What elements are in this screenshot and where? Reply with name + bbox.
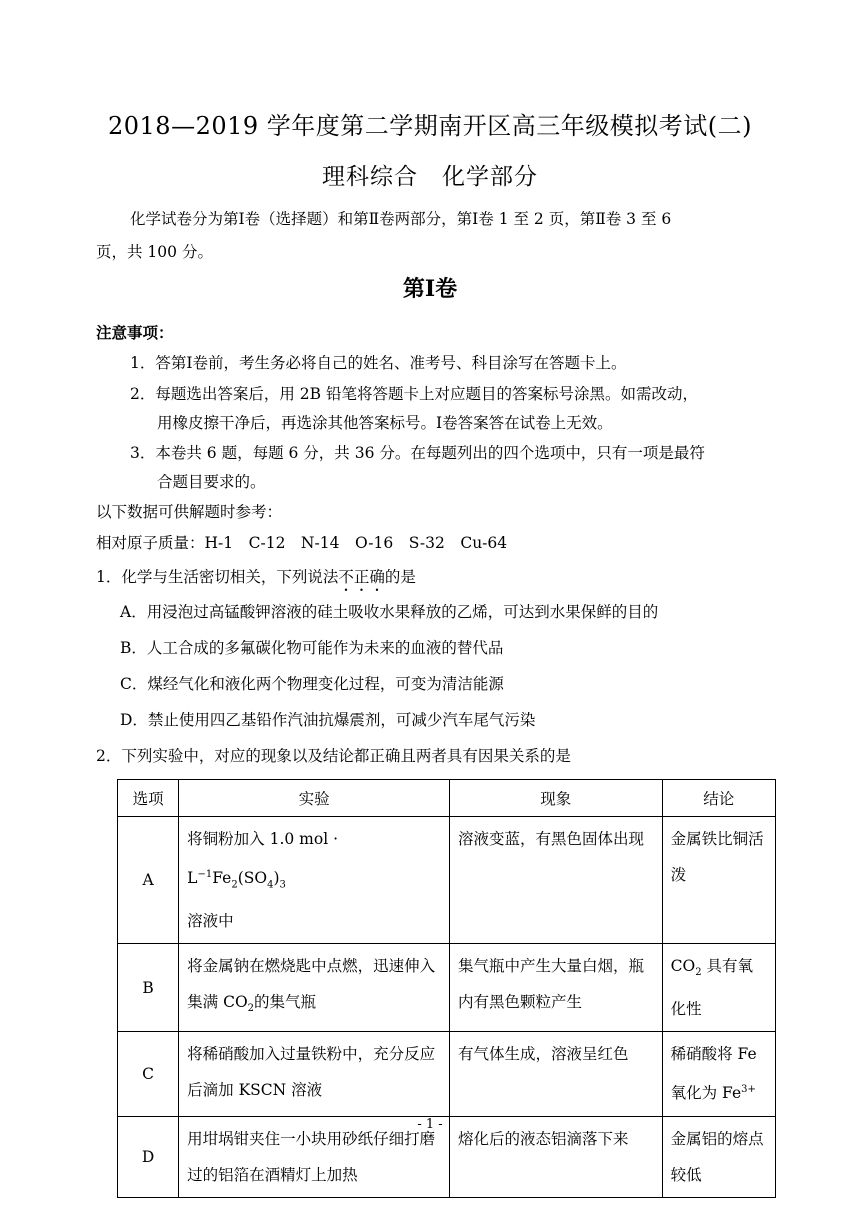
row-b-conclusion: $CO_2$ 具有氧化性 [662, 944, 775, 1032]
exam-title: 2018—2019 学年度第二学期南开区高三年级模拟考试(二) [107, 112, 752, 140]
notice-item-2-cont: 用橡皮擦干净后，再选涂其他答案标号。Ⅰ卷答案答在试卷上无效。 [157, 414, 613, 432]
q1-stem-pre: 1．化学与生活密切相关，下列说法 [96, 568, 339, 586]
q1-option-d: D．禁止使用四乙基铅作汽油抗爆震剂，可减少汽车尾气污染 [120, 711, 536, 729]
row-b-phenomenon: 集气瓶中产生大量白烟，瓶内有黑色颗粒产生 [449, 944, 662, 1032]
section-title: 第Ⅰ卷 [402, 276, 458, 302]
notice-item-3-cont: 合题目要求的。 [157, 473, 266, 491]
table-row [118, 1032, 776, 1116]
row-c-option: C [118, 1032, 179, 1116]
header-experiment: 实验 [179, 780, 450, 817]
intro-line-1: 化学试卷分为第Ⅰ卷（选择题）和第Ⅱ卷两部分，第Ⅰ卷 1 至 2 页，第Ⅱ卷 3 至 6 [130, 210, 672, 228]
row-a-conclusion: 金属铁比铜活泼 [662, 817, 775, 944]
question-1-stem [96, 565, 416, 595]
row-a-option: A [118, 817, 179, 944]
header-conclusion: 结论 [662, 780, 775, 817]
row-a-phenomenon: 溶液变蓝，有黑色固体出现 [449, 817, 662, 944]
row-d-conclusion: 金属铝的熔点较低 [662, 1116, 775, 1197]
q1-option-b: B．人工合成的多氟碳化物可能作为未来的血液的替代品 [120, 639, 504, 657]
row-d-option: D [118, 1116, 179, 1197]
page-number: - 1 - [417, 1117, 443, 1132]
atomic-masses: 相对原子质量：H-1 C-12 N-14 O-16 S-32 Cu-64 [96, 534, 508, 552]
reference-intro: 以下数据可供解题时参考： [96, 503, 283, 521]
q1-stem-emphasis: 不正确 [338, 568, 385, 586]
row-c-conclusion: 稀硝酸将 Fe 氧化为 $Fe^{3+}$ [662, 1032, 775, 1116]
row-a-experiment: 将铜粉加入 1.0 mol · $L^{-1}Fe_2(SO_4)_3$ 溶液中 [179, 817, 450, 944]
row-d-phenomenon: 熔化后的液态铝滴落下来 [449, 1116, 662, 1197]
exam-subtitle: 理科综合 化学部分 [322, 164, 538, 190]
row-c-experiment: 将稀硝酸加入过量铁粉中，充分反应后滴加 KSCN 溶液 [179, 1032, 450, 1116]
row-b-option: B [118, 944, 179, 1032]
notice-item-3: 3．本卷共 6 题，每题 6 分，共 36 分。在每题列出的四个选项中，只有一项是最符 [130, 444, 705, 462]
notice-item-1: 1．答第Ⅰ卷前，考生务必将自己的姓名、准考号、科目涂写在答题卡上。 [130, 354, 627, 372]
row-c-phenomenon: 有气体生成，溶液呈红色 [449, 1032, 662, 1116]
header-phenomenon: 现象 [449, 780, 662, 817]
row-d-experiment: 用坩埚钳夹住一小块用砂纸仔细打磨过的铝箔在酒精灯上加热 [179, 1116, 450, 1197]
table-header-row [118, 780, 776, 817]
table-row [118, 817, 776, 944]
q1-stem-post: 的是 [384, 568, 416, 586]
q1-option-c: C．煤经气化和液化两个物理变化过程，可变为清洁能源 [120, 675, 504, 693]
q1-option-a: A．用浸泡过高锰酸钾溶液的硅土吸收水果释放的乙烯，可达到水果保鲜的目的 [120, 603, 659, 621]
row-b-experiment: 将金属钠在燃烧匙中点燃，迅速伸入集满 $CO_2$的集气瓶 [179, 944, 450, 1032]
experiment-table [117, 779, 776, 1198]
notice-item-2: 2．每题选出答案后，用 2B 铅笔将答题卡上对应题目的答案标号涂黑。如需改动， [130, 385, 698, 403]
notice-heading: 注意事项： [96, 324, 174, 342]
question-2-stem: 2．下列实验中，对应的现象以及结论都正确且两者具有因果关系的是 [96, 747, 571, 765]
header-option: 选项 [118, 780, 179, 817]
table-row [118, 944, 776, 1032]
intro-line-2: 页，共 100 分。 [96, 243, 213, 261]
